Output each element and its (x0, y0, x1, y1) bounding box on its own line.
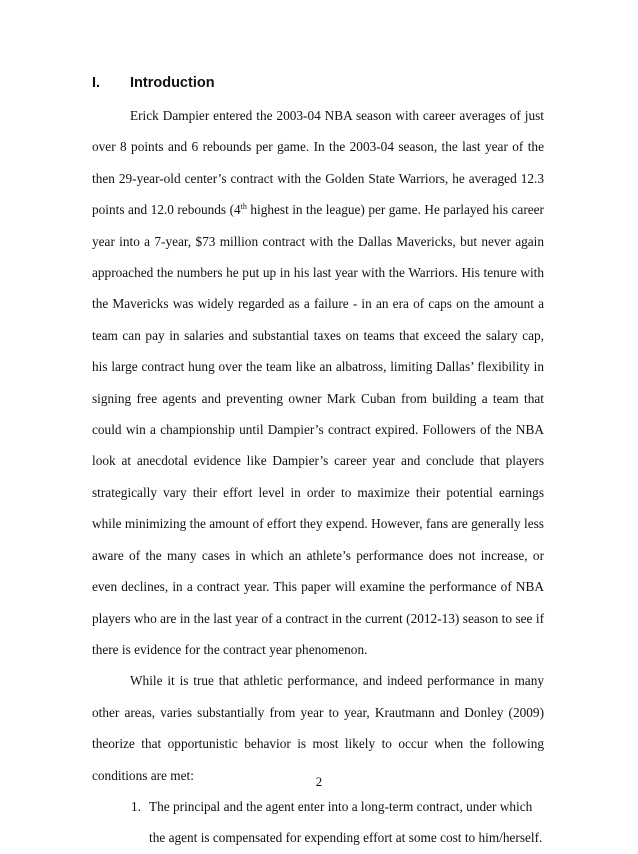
paragraph-intro (92, 100, 544, 665)
section-number: I. (92, 75, 101, 91)
section-heading (92, 73, 215, 93)
section-title: Introduction (130, 75, 215, 91)
list-item (92, 791, 544, 854)
page-number: 2 (315, 774, 323, 789)
body-text (92, 100, 544, 854)
paragraph-intro-part1: Erick Dampier entered the 2003-04 NBA season with career averages of just over 8 points and 6 rebounds per game. In the 2003-04 season, the last year of the then 29-year-old center’s contract with the Golden State Warriors, he averaged 12.3 points and 12.0 rebounds (4 (92, 108, 544, 218)
paragraph-conditions: While it is true that athletic performance, and indeed performance in many other areas, varies substantially from year to year, Krautmann and Donley (2009) theorize that opportunistic behavior is most likely to occur when the following conditions are met: (92, 673, 544, 783)
list-marker: 1. (131, 798, 141, 814)
superscript-ordinal: th (240, 202, 247, 212)
conditions-list (92, 791, 544, 854)
list-item-text: The principal and the agent enter into a long-term contract, under which the agent is compensated for expending effort at some cost to him/herself. (149, 798, 543, 846)
paragraph-intro-part2: highest in the league) per game. He parlayed his career year into a 7-year, $73 million contract with the Dallas Mavericks, but never again approached the numbers he put up in his last year with the Warriors. His tenure with the Mavericks was widely regarded as a failure - in an era of caps on the amount a team can pay in salaries and substantial taxes on teams that exceed the salary cap, his large contract hung over the team like an albatross, limiting Dallas’ flexibility in signing free agents and preventing owner Mark Cuban from building a team that could win a championship until Dampier’s contract expired. Followers of the NBA look at anecdotal evidence like Dampier’s career year and conclude that players strategically vary their effort level in order to maximize their potential earnings while minimizing the amount of effort they expend. However, fans are generally less aware of the many cases in which an athlete’s performance does not increase, or even declines, in a contract year. This paper will examine the performance of NBA players who are in the last year of a contract in the current (2012-13) season to see if there is evidence for the contract year phenomenon. (92, 202, 544, 657)
